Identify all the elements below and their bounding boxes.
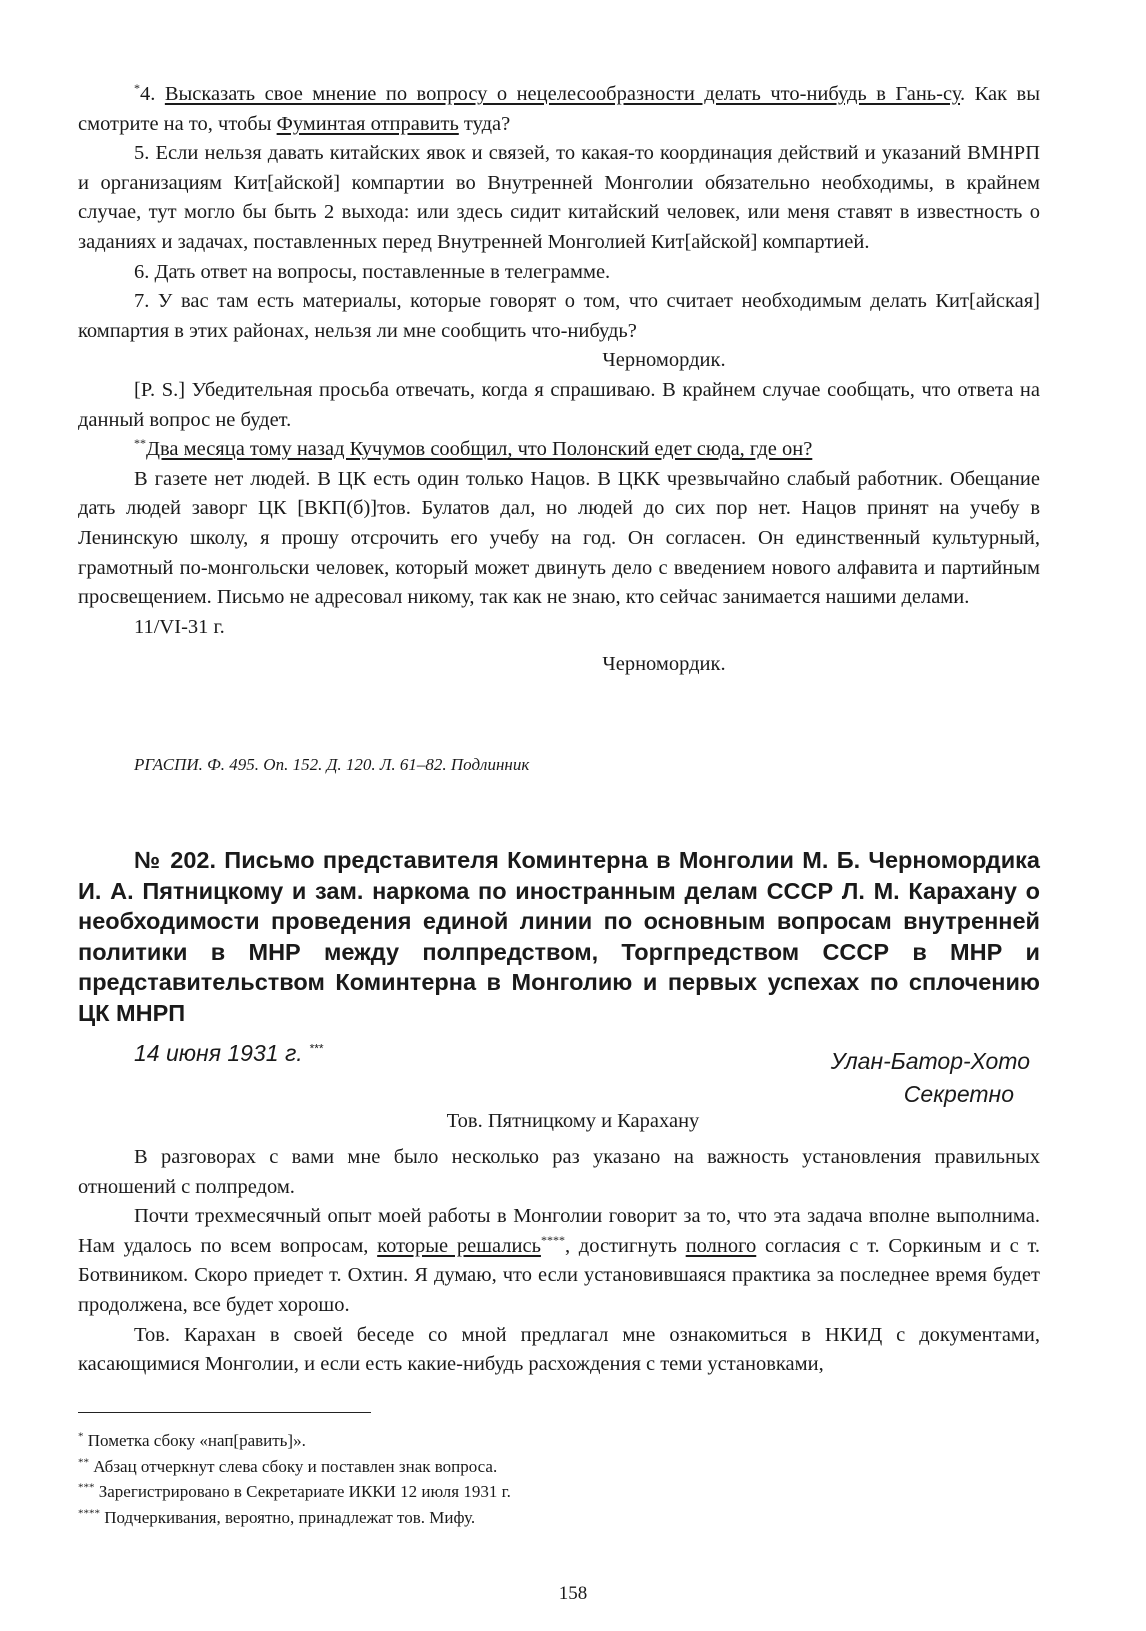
underlined-text: Два месяца тому назад Кучумов сообщил, что Полонский едет сюда, где он? xyxy=(146,438,813,461)
paragraph-item-4: *4. Высказать свое мнение по вопросу о нецелесообразности делать что-нибудь в Гань-су. Как вы смотрите на то, чтобы Фуминтая отправить туда? xyxy=(78,81,1040,135)
footnote: **** Подчеркивания, вероятно, принадлежат тов. Мифу. xyxy=(78,1506,476,1527)
note-marker: ** xyxy=(134,436,146,451)
underlined-text: Высказать свое мнение по вопросу о нецелесообразности делать что-нибудь в Гань-су xyxy=(164,83,961,105)
footnotes xyxy=(78,1428,978,1530)
underlined-text: Фуминтая отправить xyxy=(276,112,459,135)
note-marker: *** xyxy=(78,1481,95,1494)
signature: Черномордик. xyxy=(602,653,726,676)
note-marker: * xyxy=(134,81,140,96)
note-marker: * xyxy=(78,1430,84,1443)
footnote: *** Зарегистрировано в Секретариате ИККИ 12 июля 1931 г. xyxy=(78,1481,511,1501)
paragraph-item-6: 6. Дать ответ на вопросы, поставленные в телеграмме. xyxy=(134,260,611,283)
paragraph-item-5: 5. Если нельзя давать китайских явок и связей, то какая-то координация действий и указаний ВМНРП и организациям Кит[айской] компартии во Внутренней Монголии обязательно необходимы, в крайнем случае, тут могло бы быть 2 выхода: или здесь сидит китайский человек, или меня ставят в известность о заданиях и задачах, поставленных перед Внутренней Монголией Кит[айской] компартией. xyxy=(78,142,1040,253)
secrecy-label: Секретно xyxy=(903,1081,1014,1107)
paragraph-staff: В газете нет людей. В ЦК есть один только Нацов. В ЦКК чрезвычайно слабый работник. Обещание дать людей заворг ЦК [ВКП(б)]тов. Булатов дал, но людей до сих пор нет. Нацов принят на учебу в Ленинскую школу, я прошу отсрочить его учебу на год. Он согласен. Он единственный культурный, грамотный по-монгольски человек, который может двинуть дело с введением нового алфавита и партийным просвещением. Письмо не адресовал никому, так как не знаю, кто сейчас занимается нашими делами. xyxy=(78,467,1040,609)
document-place xyxy=(831,1045,1030,1111)
letter-body xyxy=(78,1143,1040,1380)
footnote: ** Абзац отчеркнут слева сбоку и поставлен знак вопроса. xyxy=(78,1455,498,1476)
body-paragraph: Тов. Карахан в своей беседе со мной предлагал мне ознакомиться в НКИД с документами, касающимися Монголии, и если есть какие-нибудь расхождения с теми установками, xyxy=(78,1323,1040,1376)
letter-continuation xyxy=(78,80,1040,680)
body-paragraph: В разговорах с вами мне было несколько раз указано на важность установления правильных отношений с полпредом. xyxy=(78,1146,1040,1198)
note-marker: **** xyxy=(78,1506,100,1519)
letter-date: 11/VI-31 г. xyxy=(134,615,225,638)
footnote: * Пометка сбоку «нап[равить]». xyxy=(78,1430,306,1450)
paragraph-question xyxy=(78,435,1040,465)
archive-source: РГАСПИ. Ф. 495. Оп. 152. Д. 120. Л. 61–82. Подлинник xyxy=(134,755,530,774)
document-date: 14 июня 1931 г. *** xyxy=(134,1040,324,1066)
place-name: Улан-Батор-Хото xyxy=(830,1048,1030,1074)
signature: Черномордик. xyxy=(602,349,726,372)
page-number: 158 xyxy=(558,1583,588,1604)
body-paragraph: Почти трехмесячный опыт моей работы в Монголии говорит за то, что эта задача вполне выполнима. Нам удалось по всем вопросам, которые решались****, достигнуть полного согласия с т. Соркиным и с т. Ботвиником. Скоро приедет т. Охтин. Я думаю, что если установившаяся практика за последнее время будет продолжена, все будет хорошо. xyxy=(78,1205,1041,1316)
note-marker: *** xyxy=(309,1041,324,1056)
note-marker: ** xyxy=(78,1455,89,1468)
underlined-text: которые решались xyxy=(377,1234,541,1257)
paragraph-item-7: 7. У вас там есть материалы, которые говорят о том, что считает необходимым делать Кит[айская] компартия в этих районах, нельзя ли мне сообщить что-нибудь? xyxy=(78,290,1040,342)
underlined-text: полного xyxy=(685,1234,757,1257)
document-heading: № 202. Письмо представителя Коминтерна в Монголии М. Б. Черномордика И. А. Пятницкому и зам. наркома по иностранным делам СССР Л. М. Карахану о необходимости проведения единой линии по основным вопросам внутренней политики в МНР между полпредством, Торгпредством СССР в МНР и представительством Коминтерна в Монголию и первых успехах по сплочению ЦК МНРП xyxy=(78,847,1040,1026)
note-marker: **** xyxy=(540,1232,565,1247)
addressee: Тов. Пятницкому и Карахану xyxy=(446,1110,700,1132)
postscript: [P. S.] Убедительная просьба отвечать, когда я спрашиваю. В крайнем случае сообщать, что ответа на данный вопрос не будет. xyxy=(78,378,1040,431)
footnote-divider xyxy=(78,1412,371,1413)
